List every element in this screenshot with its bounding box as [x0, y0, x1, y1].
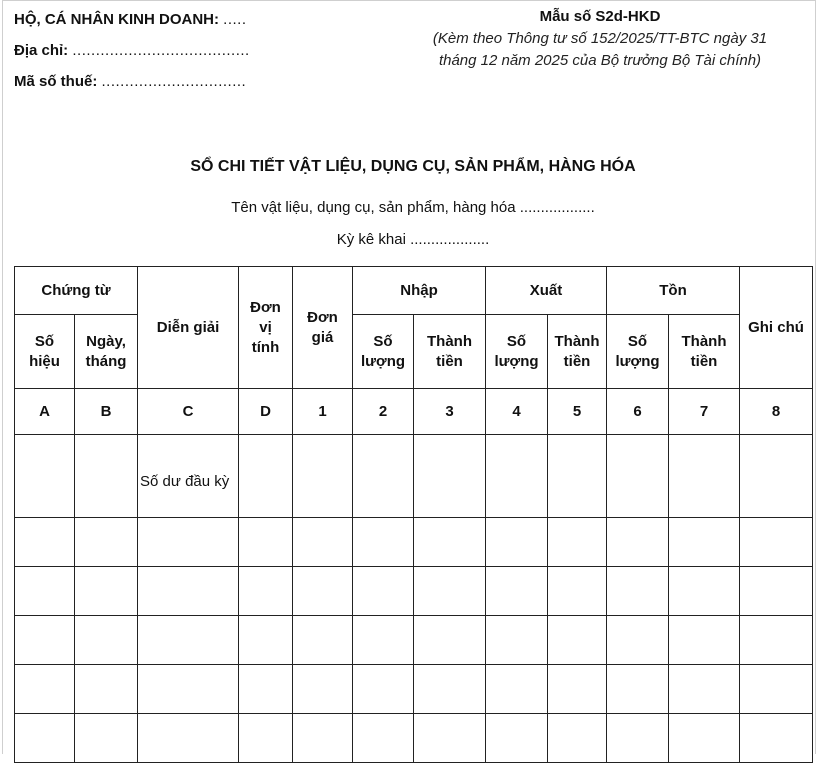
table-cell[interactable]	[138, 714, 239, 763]
code-cell: D	[239, 389, 293, 435]
table-cell[interactable]	[15, 518, 75, 567]
taxcode-label: Mã số thuế:	[14, 73, 98, 90]
code-row	[15, 389, 813, 435]
table-row	[15, 616, 813, 665]
header-stock-amount: Thành tiền	[669, 315, 740, 389]
item-name-line: Tên vật liệu, dụng cụ, sản phẩm, hàng hóa ..................	[231, 199, 595, 216]
table-cell[interactable]	[548, 665, 607, 714]
table-cell[interactable]	[353, 518, 414, 567]
address-label: Địa chỉ:	[14, 42, 69, 59]
table-cell[interactable]	[353, 567, 414, 616]
code-cell: 2	[353, 389, 414, 435]
header-import-qty: Số lượng	[353, 315, 414, 389]
table-cell[interactable]	[607, 616, 669, 665]
table-cell[interactable]	[414, 518, 486, 567]
table-cell[interactable]	[75, 518, 138, 567]
taxcode-line	[14, 68, 250, 96]
code-cell: B	[75, 389, 138, 435]
table-cell[interactable]	[486, 435, 548, 518]
table-cell[interactable]	[740, 665, 813, 714]
header-stock: Tồn	[607, 267, 740, 315]
business-label: HỘ, CÁ NHÂN KINH DOANH:	[14, 11, 219, 28]
table-cell[interactable]	[293, 616, 353, 665]
code-cell: C	[138, 389, 239, 435]
code-cell: 7	[669, 389, 740, 435]
table-cell[interactable]	[293, 435, 353, 518]
table-cell[interactable]	[239, 518, 293, 567]
taxcode-dots: ...............................	[101, 73, 247, 90]
header-note: Ghi chú	[740, 267, 813, 389]
header-voucher-date: Ngày, tháng	[75, 315, 138, 389]
table-cell[interactable]	[669, 518, 740, 567]
table-cell[interactable]	[740, 616, 813, 665]
table-cell[interactable]	[486, 714, 548, 763]
table-cell[interactable]	[740, 714, 813, 763]
header-stock-qty: Số lượng	[607, 315, 669, 389]
table-row	[15, 567, 813, 616]
table-row	[15, 665, 813, 714]
table-cell[interactable]	[669, 616, 740, 665]
table-cell[interactable]	[414, 616, 486, 665]
table-cell[interactable]	[486, 518, 548, 567]
table-cell[interactable]	[669, 665, 740, 714]
table-cell[interactable]	[414, 567, 486, 616]
table-cell[interactable]	[740, 567, 813, 616]
table-cell[interactable]	[293, 714, 353, 763]
code-cell: 3	[414, 389, 486, 435]
table-cell[interactable]	[239, 665, 293, 714]
business-info	[14, 6, 250, 96]
table-cell[interactable]	[669, 567, 740, 616]
table-cell[interactable]	[75, 567, 138, 616]
code-cell: 8	[740, 389, 813, 435]
table-cell[interactable]	[15, 435, 75, 518]
table-cell[interactable]	[75, 435, 138, 518]
table-cell[interactable]	[607, 665, 669, 714]
code-cell: 4	[486, 389, 548, 435]
form-info	[380, 6, 820, 72]
table-cell[interactable]	[740, 518, 813, 567]
header-voucher-number: Số hiệu	[15, 315, 75, 389]
table-cell[interactable]	[669, 435, 740, 518]
table-cell[interactable]	[414, 435, 486, 518]
table-cell[interactable]	[414, 665, 486, 714]
form-number: Mẫu số S2d-HKD	[539, 8, 661, 25]
code-cell: 1	[293, 389, 353, 435]
table-cell[interactable]	[607, 567, 669, 616]
table-cell[interactable]	[414, 714, 486, 763]
table-row	[15, 714, 813, 763]
period-line: Kỳ kê khai ...................	[336, 231, 490, 248]
table-cell[interactable]	[293, 518, 353, 567]
table-cell[interactable]	[740, 435, 813, 518]
code-cell: A	[15, 389, 75, 435]
ledger-table	[14, 266, 813, 763]
table-cell[interactable]	[75, 714, 138, 763]
table-cell[interactable]	[607, 518, 669, 567]
address-dots: ......................................	[72, 42, 250, 59]
table-cell[interactable]	[548, 616, 607, 665]
header-unit: Đơn vị tính	[239, 267, 293, 389]
table-cell[interactable]	[239, 435, 293, 518]
header-description: Diễn giải	[138, 267, 239, 389]
business-line	[14, 6, 250, 34]
header-voucher: Chứng từ	[15, 267, 138, 315]
table-cell[interactable]	[353, 714, 414, 763]
code-cell: 6	[607, 389, 669, 435]
table-cell[interactable]	[353, 616, 414, 665]
header-export-qty: Số lượng	[486, 315, 548, 389]
code-cell: 5	[548, 389, 607, 435]
table-cell[interactable]	[15, 665, 75, 714]
table-cell[interactable]	[353, 665, 414, 714]
header-unit-price: Đơn giá	[293, 267, 353, 389]
table-cell[interactable]	[138, 567, 239, 616]
table-cell[interactable]	[15, 616, 75, 665]
business-dots: .....	[223, 11, 247, 28]
header-import-amount: Thành tiền	[414, 315, 486, 389]
table-cell[interactable]	[239, 616, 293, 665]
table-cell[interactable]	[138, 616, 239, 665]
table-cell[interactable]	[15, 567, 75, 616]
header-import: Nhập	[353, 267, 486, 315]
table-cell[interactable]	[75, 665, 138, 714]
table-cell[interactable]	[548, 714, 607, 763]
table-cell[interactable]	[669, 714, 740, 763]
header-export-amount: Thành tiền	[548, 315, 607, 389]
address-line	[14, 37, 250, 65]
table-cell[interactable]	[293, 665, 353, 714]
header-export: Xuất	[486, 267, 607, 315]
table-cell[interactable]	[486, 616, 548, 665]
table-cell[interactable]	[239, 714, 293, 763]
table-cell[interactable]	[486, 567, 548, 616]
table-row	[15, 518, 813, 567]
form-note-line2: tháng 12 năm 2025 của Bộ trưởng Bộ Tài chính)	[438, 52, 762, 69]
table-cell[interactable]	[15, 714, 75, 763]
table-cell[interactable]	[486, 665, 548, 714]
table-cell[interactable]	[353, 435, 414, 518]
table-cell[interactable]	[293, 567, 353, 616]
table-cell[interactable]	[239, 567, 293, 616]
table-cell[interactable]	[548, 567, 607, 616]
document-title: SỔ CHI TIẾT VẬT LIỆU, DỤNG CỤ, SẢN PHẨM, HÀNG HÓA	[190, 158, 636, 175]
opening-balance-label: Số dư đầu kỳ	[138, 435, 239, 518]
table-cell[interactable]	[607, 435, 669, 518]
table-cell[interactable]	[607, 714, 669, 763]
table-cell[interactable]	[548, 435, 607, 518]
table-cell[interactable]	[75, 616, 138, 665]
table-cell[interactable]	[548, 518, 607, 567]
form-note-line1: (Kèm theo Thông tư số 152/2025/TT-BTC ngày 31	[432, 30, 768, 47]
opening-balance-row	[15, 435, 813, 518]
table-cell[interactable]	[138, 665, 239, 714]
table-cell[interactable]	[138, 518, 239, 567]
